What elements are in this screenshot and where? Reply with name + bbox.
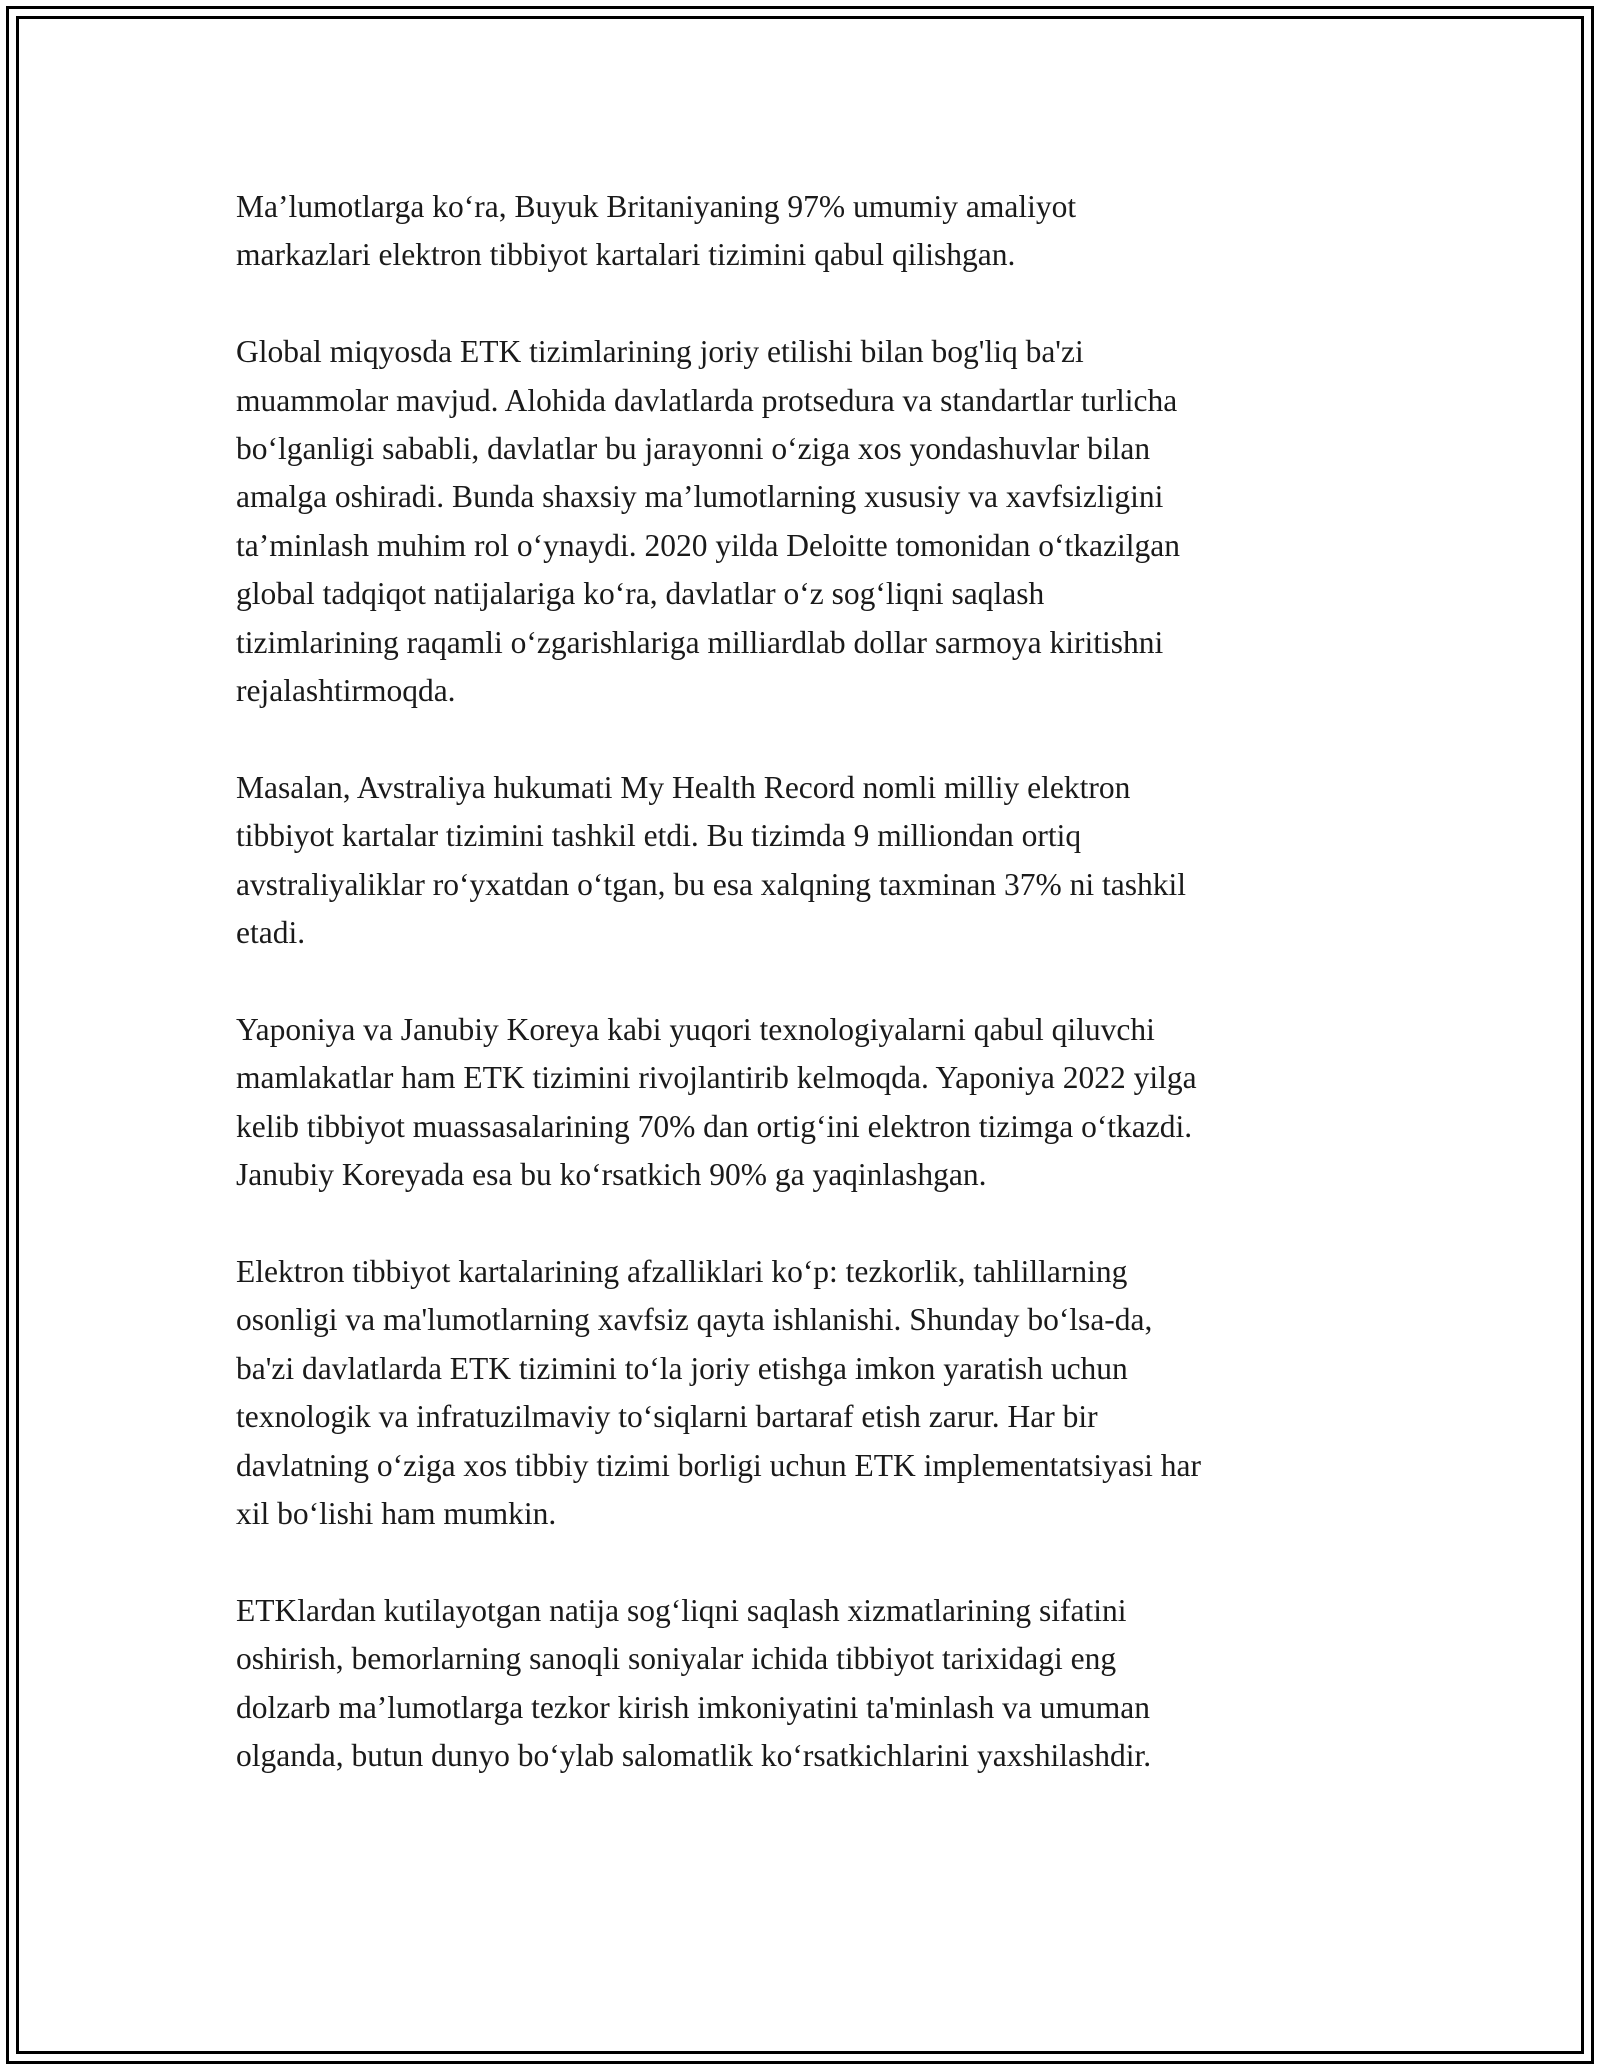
- document-body: [236, 183, 1384, 1829]
- paragraph-australia-example: Masalan, Avstraliya hukumati My Health Record nomli milliy elektron tibbiyot kartalar tizimini tashkil etdi. Bu tizimda 9 milliondan ortiq avstraliyaliklar ro‘yxatdan o‘tgan, bu esa xalqning taxminan 37% ni tashkil etadi.: [236, 769, 1186, 951]
- paragraph-advantages: Elektron tibbiyot kartalarining afzalliklari ko‘p: tezkorlik, tahlillarning osonligi va ma'lumotlarning xavfsiz qayta ishlanishi. Shunday bo‘lsa-da, ba'zi davlatlarda ETK tizimini to‘la joriy etishga imkon yaratish uchun texnologik va infratuzilmaviy to‘siqlarni bartaraf etish zarur. Har bir davlatning o‘ziga xos tibbiy tizimi borligi uchun ETK implementatsiyasi har xil bo‘lishi ham mumkin.: [236, 1253, 1201, 1531]
- paragraph-uk-adoption: Ma’lumotlarga ko‘ra, Buyuk Britaniyaning 97% umumiy amaliyot markazlari elektron tibbiyot kartalari tizimini qabul qilishgan.: [236, 189, 1077, 273]
- paragraph-global-challenges: Global miqyosda ETK tizimlarining joriy etilishi bilan bog'liq ba'zi muammolar mavjud. Alohida davlatlarda protsedura va standartlar turlicha bo‘lganligi sababli, davlatlar bu jarayonni o‘ziga xos yondashuvlar bilan amalga oshiradi. Bunda shaxsiy ma’lumotlarning xususiy va xavfsizligini ta’minlash muhim rol o‘ynaydi. 2020 yilda Deloitte tomonidan o‘tkazilgan global tadqiqot natijalariga ko‘ra, davlatlar o‘z sog‘liqni saqlash tizimlarining raqamli o‘zgarishlariga milliardlab dollar sarmoya kiritishni rejalashtirmoqda.: [236, 334, 1180, 709]
- paragraph-expected-outcome: ETKlardan kutilayotgan natija sog‘liqni saqlash xizmatlarining sifatini oshirish, bemorlarning sanoqli soniyalar ichida tibbiyot tarixidagi eng dolzarb ma’lumotlarga tezkor kirish imkoniyatini ta'minlash va umuman olganda, butun dunyo bo‘ylab salomatlik ko‘rsatkichlarini yaxshilashdir.: [236, 1592, 1152, 1773]
- paragraph-japan-korea: Yaponiya va Janubiy Koreya kabi yuqori texnologiyalarni qabul qiluvchi mamlakatlar ham ETK tizimini rivojlantirib kelmoqda. Yaponiya 2022 yilga kelib tibbiyot muassasalarining 70% dan ortig‘ini elektron tizimga o‘tkazdi. Janubiy Koreyada esa bu ko‘rsatkich 90% ga yaqinlashgan.: [236, 1011, 1197, 1193]
